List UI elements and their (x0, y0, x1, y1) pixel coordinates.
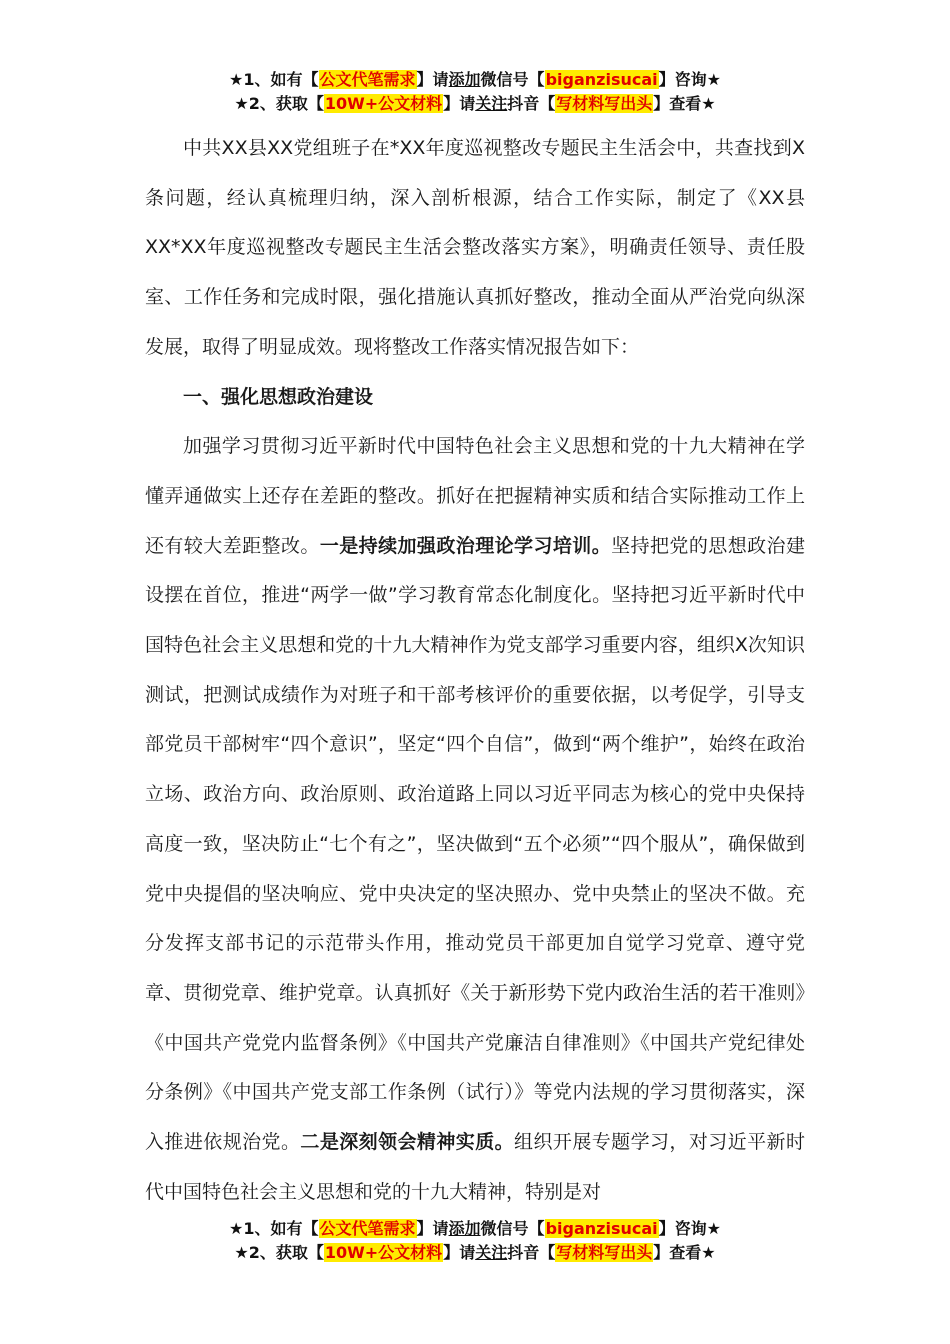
promo-text: 】请 (416, 70, 449, 89)
promo-line-1 (0, 68, 950, 92)
promo-banner-top (0, 68, 950, 116)
promo-underline: 关注 (475, 1243, 508, 1262)
paragraph-text: 组织开展专题学习，对习近平新时代中国特色社会主义思想和党的十九大精神，特别是对 (145, 1131, 805, 1203)
promo-highlight: 公文代笔需求 (319, 1219, 416, 1238)
promo-text: 】查看★ (653, 1243, 716, 1262)
promo-text: 微信号【 (480, 70, 545, 89)
promo-text: 】请 (416, 1219, 449, 1238)
promo-douyin-id: 写材料写出头 (556, 1243, 653, 1262)
paragraph-text: 坚持把党的思想政治建设摆在首位，推进“两学一做”学习教育常态化制度化。坚持把习近平新时代中国特色社会主义思想和党的十九大精神作为党支部学习重要内容，组织X次知识测试，把测试成绩作为对班子和干部考核评价的重要依据，以考促学，引导支部党员干部树牢“四个意识”，坚定“四个自信”，做到“两个维护”，始终在政治立场、政治方向、政治原则、政治道路上同以习近平同志为核心的党中央保持高度一致，坚决防止“七个有之”，坚决做到“五个必须”“四个服从”，确保做到党中央提倡的坚决响应、党中央决定的坚决照办、党中央禁止的坚决不做。充分发挥支部书记的示范带头作用，推动党员干部更加自觉学习党章、遵守党章、贯彻党章、维护党章。认真抓好《关于新形势下党内政治生活的若干准则》《中国共产党党内监督条例》《中国共产党廉洁自律准则》《中国共产党纪律处分条例》《中国共产党支部工作条例（试行）》等党内法规的学习贯彻落实，深入推进依规治党。 (145, 534, 805, 1154)
promo-text: 】咨询★ (658, 1219, 721, 1238)
promo-text: ★2、获取【 (234, 1243, 324, 1262)
promo-underline: 添加 (448, 1219, 481, 1238)
promo-text: 】请 (443, 1243, 476, 1262)
promo-text: ★1、如有【 (229, 70, 319, 89)
promo-text: 抖音【 (507, 94, 556, 113)
promo-line-2 (0, 1241, 950, 1265)
promo-highlight: 公文代笔需求 (319, 70, 416, 89)
promo-underline: 添加 (448, 70, 481, 89)
promo-text: ★2、获取【 (234, 94, 324, 113)
promo-douyin-id: 写材料写出头 (556, 94, 653, 113)
promo-underline: 关注 (475, 94, 508, 113)
promo-wechat-id: biganzisucai (545, 1219, 658, 1238)
promo-highlight: 10W+公文材料 (324, 94, 443, 113)
paragraph-text: 加强学习贯彻习近平新时代中国特色社会主义思想和党的十九大精神在学懂弄通做实上还存在差距的整改。抓好在把握精神实质和结合实际推动工作上还有较大差距整改。 (145, 435, 805, 557)
intro-paragraph: 中共XX县XX党组班子在*XX年度巡视整改专题民主生活会中，共查找到X条问题，经认真梳理归纳，深入剖析根源，结合工作实际，制定了《XX县XX*XX年度巡视整改专题民主生活会整改落实方案》，明确责任领导、责任股室、工作任务和完成时限，强化措施认真抓好整改，推动全面从严治党向纵深发展，取得了明显成效。现将整改工作落实情况报告如下： (145, 137, 805, 358)
section-heading-1: 一、强化思想政治建设 (183, 385, 374, 408)
promo-text: 微信号【 (480, 1219, 545, 1238)
promo-text: 】请 (443, 94, 476, 113)
body-paragraph (145, 422, 805, 1217)
bold-point-2: 二是深刻领会精神实质。 (300, 1131, 515, 1154)
bold-point-1: 一是持续加强政治理论学习培训。 (319, 534, 612, 557)
promo-wechat-id: biganzisucai (545, 70, 658, 89)
promo-highlight: 10W+公文材料 (324, 1243, 443, 1262)
promo-text: 】咨询★ (658, 70, 721, 89)
promo-text: 抖音【 (507, 1243, 556, 1262)
document-body (145, 124, 805, 1217)
promo-text: 】查看★ (653, 94, 716, 113)
promo-line-1 (0, 1217, 950, 1241)
promo-text: ★1、如有【 (229, 1219, 319, 1238)
promo-line-2 (0, 92, 950, 116)
promo-banner-bottom (0, 1217, 950, 1265)
